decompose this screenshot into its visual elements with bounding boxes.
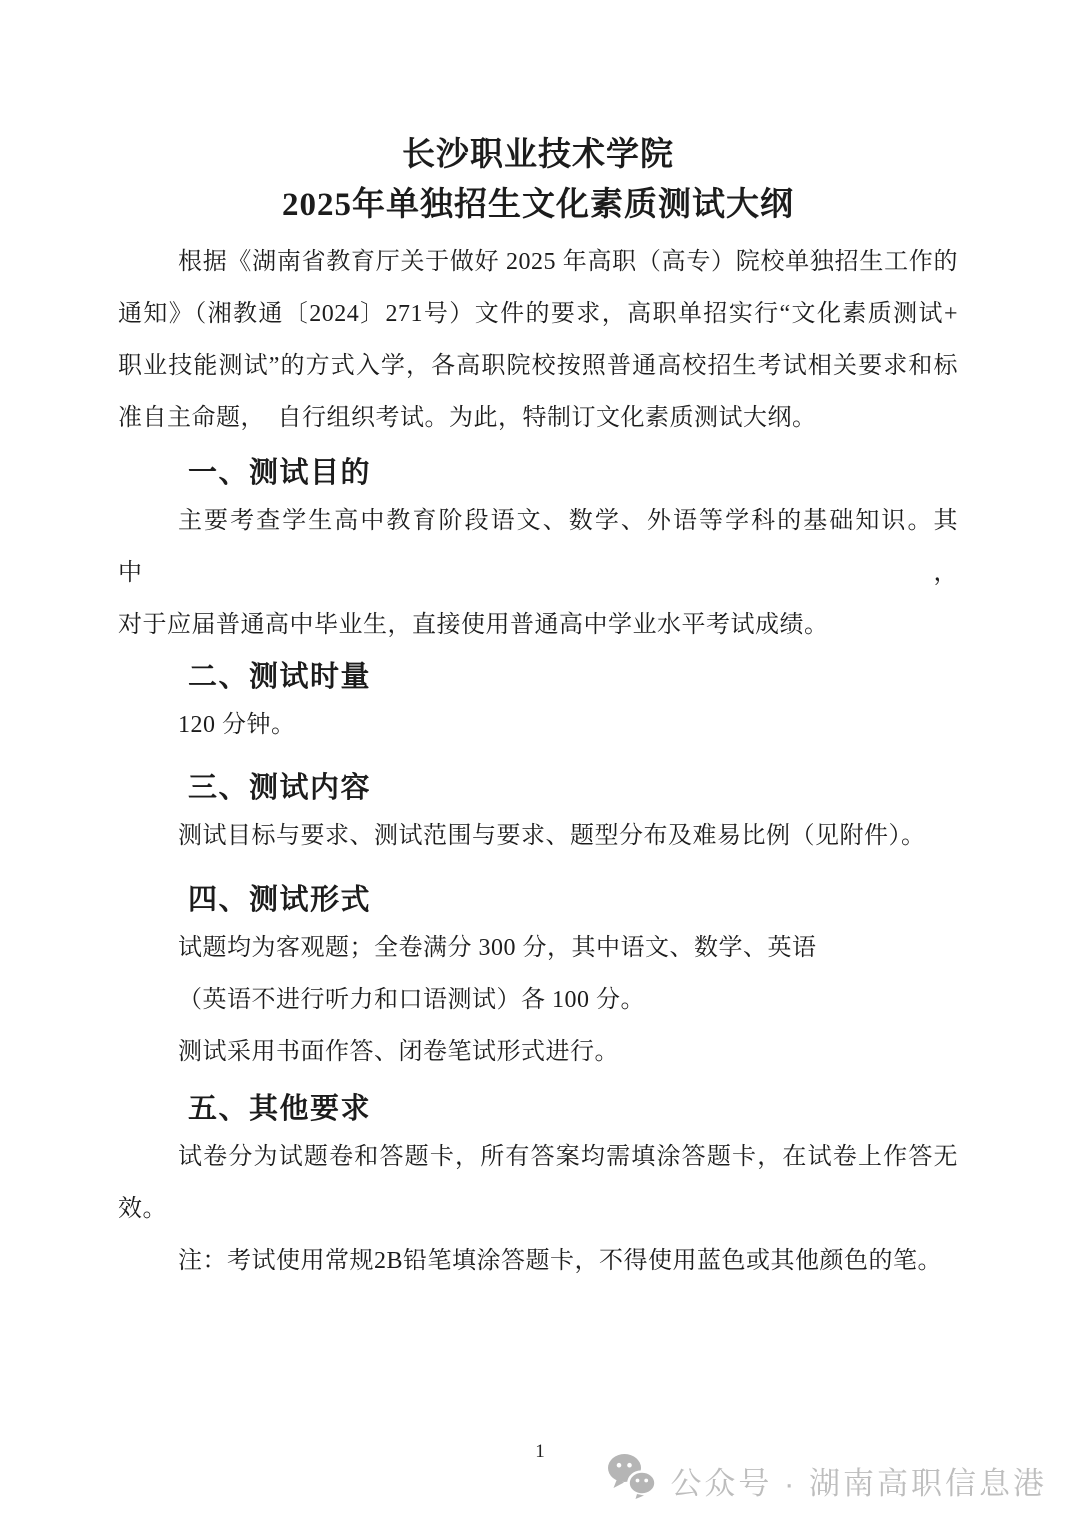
section-test-purpose: [118, 451, 958, 651]
watermark: [607, 1453, 1047, 1507]
doc-title-line1: 长沙职业技术学院: [402, 137, 674, 173]
wechat-icon: [607, 1453, 657, 1507]
paragraph-line: 职业技能测试”的方式入学，各高职院校按照普通高校招生考试相关要求和标: [118, 353, 958, 379]
paragraph-line: 120 分钟。: [178, 712, 296, 738]
section-heading: 三、测试内容: [188, 772, 372, 804]
paragraph-line: 准自主命题， 自行组织考试。为此，特制订文化素质测试大纲。: [118, 405, 817, 431]
paragraph-line: 试题均为客观题；全卷满分 300 分，其中语文、数学、英语: [178, 935, 817, 961]
section-other-requirements: [118, 1087, 958, 1287]
section-heading: 二、测试时量: [188, 661, 372, 693]
section-heading: 四、测试形式: [188, 884, 372, 916]
page-number: 1: [535, 1441, 545, 1462]
paragraph-line: 注：考试使用常规2B铅笔填涂答题卡，不得使用蓝色或其他颜色的笔。: [178, 1248, 943, 1274]
paragraph-line: 测试采用书面作答、闭卷笔试形式进行。: [178, 1039, 619, 1065]
paragraph-line: 对于应届普通高中毕业生，直接使用普通高中学业水平考试成绩。: [118, 612, 829, 638]
section-heading: 五、其他要求: [188, 1093, 372, 1125]
paragraph-line: 通知》（湘教通〔2024〕271号）文件的要求，高职单招实行“文化素质测试+: [118, 301, 958, 327]
paragraph-line: 测试目标与要求、测试范围与要求、题型分布及难易比例（见附件）。: [178, 823, 926, 849]
paragraph-line: 试卷分为试题卷和答题卡，所有答案均需填涂答题卡，在试卷上作答无: [178, 1144, 958, 1170]
section-test-duration: [118, 655, 958, 751]
doc-title-line2: 2025年单独招生文化素质测试大纲: [282, 187, 794, 223]
section-heading: 一、测试目的: [188, 457, 372, 489]
paragraph-line: 效。: [118, 1196, 167, 1222]
paragraph-line: （英语不进行听力和口语测试）各 100 分。: [178, 987, 645, 1013]
paragraph-line: 根据《湖南省教育厅关于做好 2025 年高职（高专）院校单独招生工作的: [178, 249, 958, 275]
watermark-text: 公众号 · 湖南高职信息港: [670, 1465, 1047, 1501]
document-content: [118, 130, 958, 1287]
section-test-content: [118, 766, 958, 862]
intro-paragraph: [118, 236, 958, 444]
paragraph-line: 主要考查学生高中教育阶段语文、数学、外语等学科的基础知识。其中，: [118, 508, 958, 586]
section-test-format: [118, 878, 958, 1078]
